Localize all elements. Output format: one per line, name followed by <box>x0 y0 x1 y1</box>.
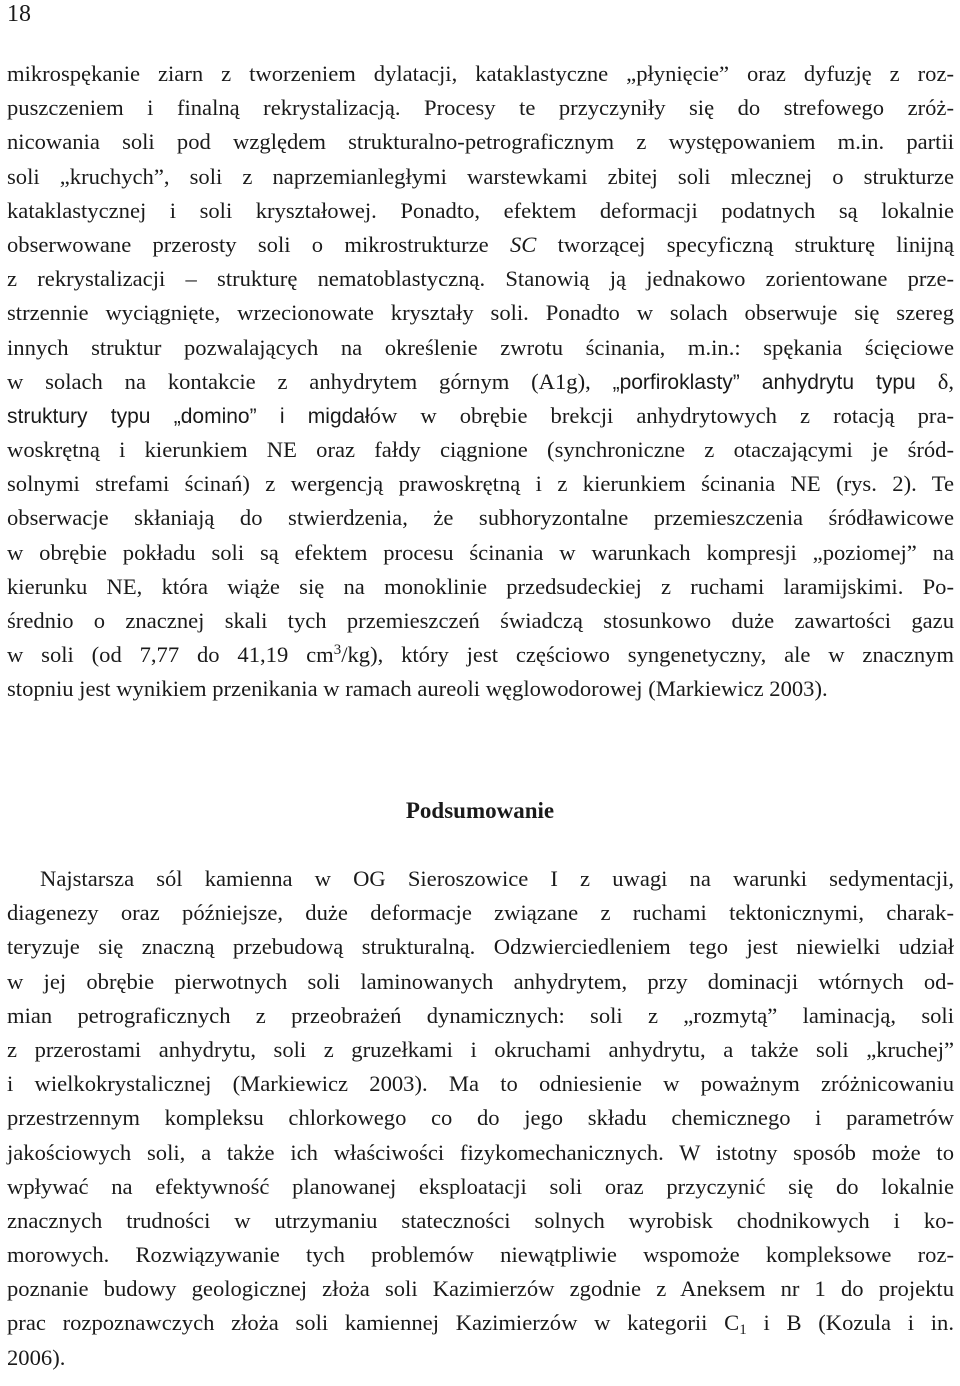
text-line <box>7 1306 954 1340</box>
section-heading: Podsumowanie <box>405 798 555 823</box>
text-line: średnio o znacznej skali tych przemieszczeń świadczą stosunkowo duże zawartości gazu <box>7 608 954 633</box>
text-line <box>7 228 954 262</box>
text-line: z przerostami anhydrytu, soli z gruzełkami i okruchami anhydrytu, a także soli „kruchej” <box>7 1036 954 1062</box>
text-line: soli „kruchych”, soli z naprzemianległymi warstewkami zbitej soli mlecznej o strukturze <box>7 163 954 189</box>
text-line: i wielkokrystalicznej (Markiewicz 2003). Ma to odniesienie w poważnym zróżnicowaniu <box>7 1071 954 1097</box>
text-line: innych struktur pozwalających na określenie zwrotu ścinania, m.in.: spękania ścięciowe <box>7 334 954 360</box>
text-line: w jej obrębie pierwotnych soli laminowanych anhydrytem, przy dominacji wtórnych od- <box>7 968 954 994</box>
text-line: z rekrystalizacji – strukturę nematoblastyczną. Stanowią ją jednakowo zorientowane prze- <box>7 266 954 292</box>
text-run: tworzącej specyficzną strukturę linijną <box>536 231 954 257</box>
subscript: 1 <box>739 1322 747 1339</box>
text-line: stopniu jest wynikiem przenikania w ramach aureoli węglowodorowej (Markiewicz 2003). <box>7 676 828 702</box>
text-run: prac rozpoznawczych złoża soli kamiennej Kazimierzów w kategorii C <box>7 1310 740 1336</box>
text-run: w solach na kontakcie z anhydrytem górnym (A1g), <box>7 368 613 394</box>
sc-term: SC <box>509 231 537 257</box>
text-line: mian petrograficznych z przeobrażeń dynamicznych: soli z „rozmytą” laminacją, soli <box>7 1002 954 1028</box>
text-line: solnymi strefami ścinań) z wergencją prawoskrętną i z kierunkiem ścinania NE (rys. 2). Te <box>7 471 954 497</box>
text-line: woskrętną i kierunkiem NE oraz fałdy ciągnione (synchroniczne z otaczającymi je śród- <box>7 437 954 463</box>
text-line: znacznych trudności w utrzymaniu stateczności solnych wyrobisk chodnikowych i ko- <box>7 1207 954 1233</box>
text-line: nicowania soli pod względem strukturalno-petrograficznym z występowaniem m.in. partii <box>7 129 954 155</box>
sans-text-run: „porfiroklasty” anhydrytu typu <box>612 370 938 394</box>
text-line: przestrzennym kompleksu chlorkowego co do jego składu chemicznego i parametrów <box>7 1105 954 1131</box>
text-line <box>7 399 954 433</box>
text-line: obserwacje skłaniają do stwierdzenia, że subhoryzontalne przemieszczenia śródławicowe <box>7 505 954 531</box>
text-line: strzennie wyciągnięte, wrzecionowate kryształy soli. Ponadto w solach obserwuje się szereg <box>7 300 954 326</box>
superscript: 3 <box>333 642 342 659</box>
text-line: mikrospękanie ziarn z tworzeniem dylatacji, kataklastyczne „płynięcie” oraz dyfuzję z roz- <box>7 61 954 86</box>
text-run: /kg), który jest częściowo syngenetyczny, ale w znacznym <box>341 642 954 668</box>
text-line: jakościowych soli, a także ich właściwości fizykomechanicznych. W istotny sposób może to <box>7 1139 954 1165</box>
text-line: kataklastycznej i soli kryształowej. Ponadto, efektem deformacji podatnych są lokalnie <box>7 197 954 223</box>
text-run: obserwowane przerosty soli o mikrostrukturze <box>7 231 510 257</box>
text-line: poznanie budowy geologicznej złoża soli Kazimierzów zgodnie z Aneksem nr 1 do projektu <box>7 1276 954 1302</box>
sans-text-run: struktury typu „domino” i migdał <box>7 404 370 428</box>
text-line: kierunku NE, która wiąże się na monoklinie przedsudeckiej z ruchami laramijskimi. Po- <box>7 573 954 599</box>
text-run: w soli (od 7,77 do 41,19 cm <box>7 642 334 668</box>
body-paragraph-2 <box>7 862 954 1375</box>
text-line <box>7 365 954 399</box>
page-number: 18 <box>7 1 31 27</box>
delta-symbol: δ, <box>937 368 954 394</box>
text-line <box>7 638 954 672</box>
text-line: w obrębie pokładu soli są efektem procesu ścinania w warunkach kompresji „poziomej” na <box>7 539 954 565</box>
text-line: wpływać na efektywność planowanej eksploatacji soli oraz przyczynić się do lokalnie <box>7 1173 954 1199</box>
text-line: morowych. Rozwiązywanie tych problemów niewątpliwie wspomoże kompleksowe roz- <box>7 1242 954 1268</box>
text-line: diagenezy oraz późniejsze, duże deformacje związane z ruchami tektonicznymi, charak- <box>7 900 954 926</box>
text-line: teryzuje się znaczną przebudową strukturalną. Odzwierciedleniem tego jest niewielki udział <box>7 934 954 960</box>
body-paragraph-1 <box>7 57 954 707</box>
text-run: i B (Kozula i in. <box>746 1310 955 1336</box>
text-line: 2006). <box>7 1344 66 1370</box>
text-line: puszczeniem i finalną rekrystalizacją. Procesy te przyczyniły się do strefowego zróż- <box>7 95 954 121</box>
text-line: Najstarsza sól kamienna w OG Sieroszowice I z uwagi na warunki sedymentacji, <box>40 866 954 891</box>
text-run: ów w obrębie brekcji anhydrytowych z rotacją pra- <box>369 402 955 428</box>
